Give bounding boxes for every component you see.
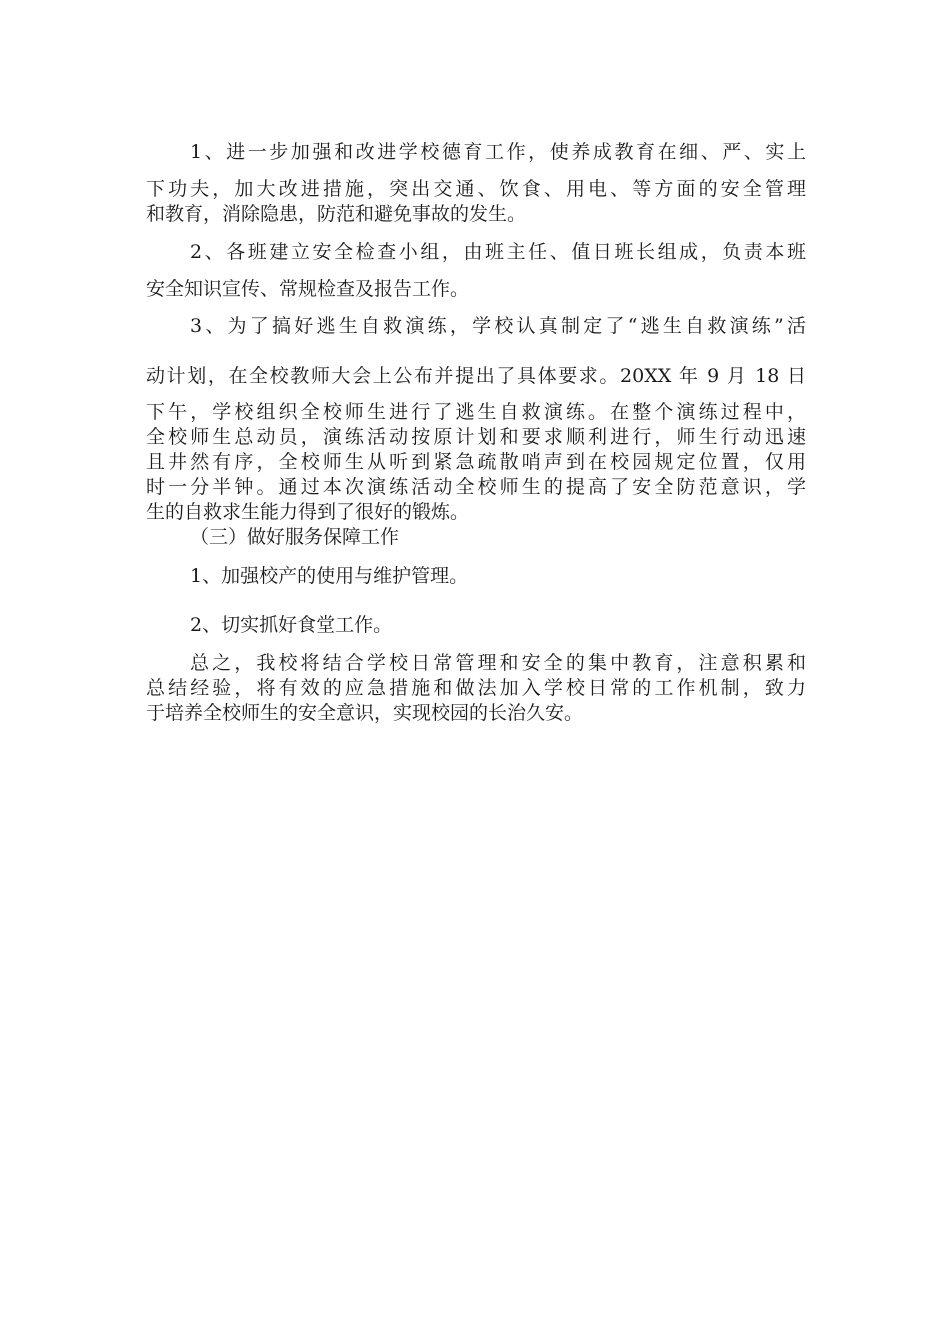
item-1: 1、加强校产的使用与维护管理。: [190, 565, 469, 587]
paragraph-3-line-3: 下午，学校组织全校师生进行了逃生自救演练。在整个演练过程中，: [146, 401, 806, 423]
paragraph-4-line-1: 总之，我校将结合学校日常管理和安全的集中教育，注意积累和: [190, 652, 806, 674]
paragraph-4-line-2: 总结经验，将有效的应急措施和做法加入学校日常的工作机制，致力: [146, 677, 806, 699]
paragraph-3-line-2: 动计划，在全校教师大会上公布并提出了具体要求。20XX 年 9 月 18 日: [146, 365, 806, 387]
item-2: 2、切实抓好食堂工作。: [190, 614, 393, 636]
paragraph-3-line-1: 3、为了搞好逃生自救演练，学校认真制定了“逃生自救演练”活: [190, 315, 806, 337]
paragraph-3-line-6: 时一分半钟。通过本次演练活动全校师生的提高了安全防范意识，学: [146, 476, 806, 498]
paragraph-1-line-3: 和教育，消除隐患，防范和避免事故的发生。: [146, 203, 527, 225]
paragraph-3-line-5: 且井然有序，全校师生从听到紧急疏散哨声到在校园规定位置，仅用: [146, 451, 806, 473]
paragraph-1-line-2: 下功夫，加大改进措施，突出交通、饮食、用电、等方面的安全管理: [146, 178, 806, 200]
section-heading-3: （三）做好服务保障工作: [190, 526, 400, 548]
paragraph-4-line-3: 于培养全校师生的安全意识，实现校园的长治久安。: [146, 702, 584, 724]
paragraph-2-line-2: 安全知识宣传、常规检查及报告工作。: [146, 278, 470, 300]
paragraph-2-line-1: 2、各班建立安全检查小组，由班主任、值日班长组成，负责本班: [190, 241, 806, 263]
paragraph-3-line-4: 全校师生总动员，演练活动按原计划和要求顺利进行，师生行动迅速: [146, 426, 806, 448]
paragraph-1-line-1: 1、进一步加强和改进学校德育工作，使养成教育在细、严、实上: [190, 141, 806, 163]
paragraph-3-line-7: 生的自救求生能力得到了很好的锻炼。: [146, 501, 470, 523]
